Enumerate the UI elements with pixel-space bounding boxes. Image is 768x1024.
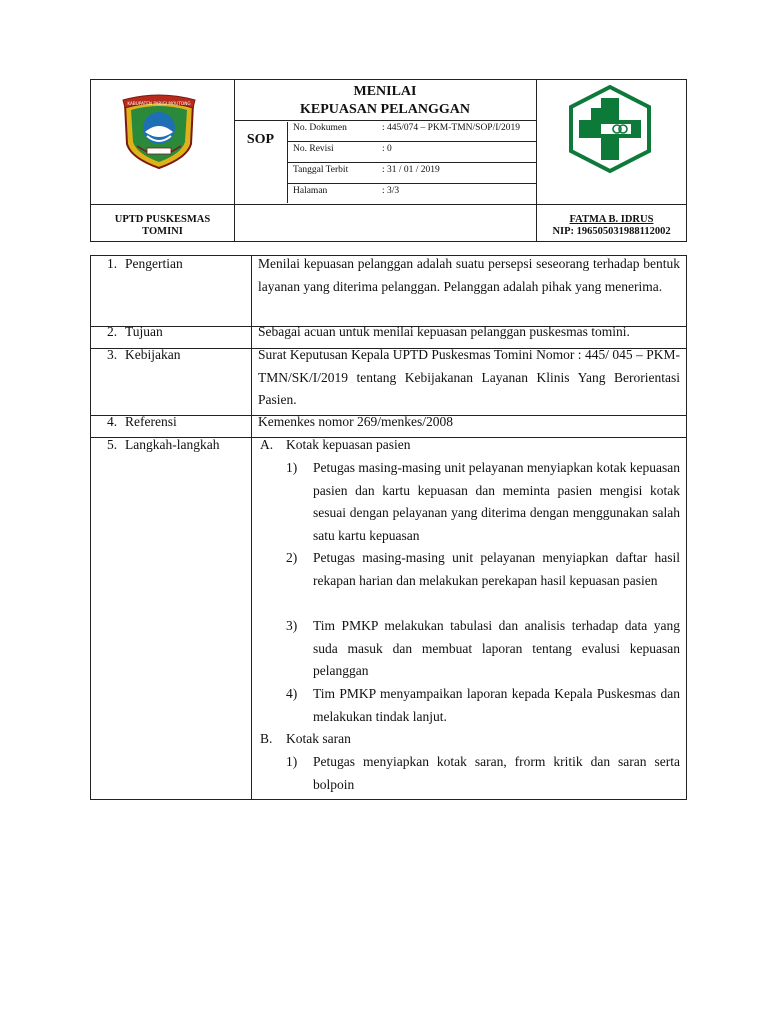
divider — [287, 162, 536, 163]
document-header — [90, 79, 687, 242]
section-number: 5. — [107, 437, 118, 452]
section-number: 1. — [107, 256, 118, 271]
meta-value: : 31 / 01 / 2019 — [382, 165, 440, 175]
content-table — [90, 255, 687, 800]
sop-label: SOP — [246, 132, 275, 147]
step-item — [286, 683, 680, 728]
section-title: Pengertian — [125, 256, 183, 271]
step-item — [286, 751, 680, 796]
section-number: 3. — [107, 347, 118, 362]
section-text: Kemenkes nomor 269/menkes/2008 — [258, 414, 453, 429]
section-text: Surat Keputusan Kepala UPTD Puskesmas Tomini Nomor : 445/ 045 – PKM-TMN/SK/I/2019 tentang Kebijakanan Layanan Klinis Yang Berorientasi Pasien. — [258, 347, 680, 407]
section-text: Menilai kepuasan pelanggan adalah suatu persepsi seseorang terhadap bentuk layanan yang diterima pelanggan. Pelanggan adalah pihak yang menerima. — [258, 256, 680, 294]
section-label — [107, 434, 219, 457]
org-line: UPTD PUSKESMAS — [114, 214, 211, 225]
signer-block — [536, 214, 687, 238]
section-text: Sebagai acuan untuk menilai kepuasan pelanggan puskesmas tomini. — [258, 324, 630, 339]
step-number: 1) — [286, 754, 298, 769]
section-title: Referensi — [125, 414, 177, 429]
meta-value: : 0 — [382, 144, 392, 154]
section-title: Tujuan — [125, 324, 163, 339]
step-group-letter: B. — [260, 731, 273, 746]
step-text: Tim PMKP melakukan tabulasi dan analisis terhadap data yang suda masuk dan membuat laporan tentang evalusi kepuasan pelanggan — [313, 618, 680, 678]
divider — [91, 204, 686, 205]
section-label — [107, 321, 163, 344]
meta-label: Halaman — [293, 186, 328, 196]
section-label — [107, 344, 180, 367]
puskesmas-logo — [565, 84, 655, 174]
step-group-heading — [260, 728, 351, 751]
section-label — [107, 253, 183, 276]
divider — [234, 120, 536, 121]
step-group-title: Kotak kepuasan pasien — [286, 437, 411, 452]
step-item — [286, 457, 680, 547]
regency-emblem-logo — [117, 92, 201, 170]
step-text: Petugas menyiapkan kotak saran, frorm kritik dan saran serta bolpoin — [313, 754, 680, 792]
section-number: 4. — [107, 414, 118, 429]
step-text: Petugas masing-masing unit pelayanan menyiapkan daftar hasil rekapan harian dan melakukan perekapan hasil kepuasan pasien — [313, 550, 680, 588]
step-text: Petugas masing-masing unit pelayanan menyiapkan kotak kepuasan pasien dan kartu kepuasan dan meminta pasien mengisi kotak sesuai dengan pelayanan yang diterima dengan menggunakan salah satu kartu kepuasan — [313, 460, 680, 543]
section-title: Kebijakan — [125, 347, 181, 362]
org-line: TOMINI — [142, 226, 183, 237]
step-item — [286, 547, 680, 592]
meta-label: Tanggal Terbit — [293, 165, 349, 175]
document-title — [234, 83, 536, 119]
meta-label: No. Dokumen — [293, 123, 347, 133]
step-group-letter: A. — [260, 437, 274, 452]
step-item — [286, 615, 680, 683]
step-group-heading — [260, 434, 410, 457]
title-line: KEPUASAN PELANGGAN — [300, 102, 470, 117]
divider — [287, 183, 536, 184]
step-number: 2) — [286, 550, 298, 565]
divider — [287, 141, 536, 142]
meta-value: : 3/3 — [382, 186, 400, 196]
signer-nip: NIP: 196505031988112002 — [552, 226, 671, 237]
section-title: Langkah-langkah — [125, 437, 220, 452]
column-divider — [251, 256, 252, 799]
meta-value: : 445/074 – PKM-TMN/SOP/I/2019 — [382, 123, 521, 133]
step-number: 4) — [286, 686, 298, 701]
signer-name: FATMA B. IDRUS — [569, 214, 654, 225]
step-number: 3) — [286, 618, 298, 633]
emblem-text: KABUPATEN PARIGI MOUTONG — [127, 101, 191, 106]
organization-name — [91, 214, 234, 238]
meta-label: No. Revisi — [293, 144, 334, 154]
title-line: MENILAI — [353, 84, 417, 99]
step-text: Tim PMKP menyampaikan laporan kepada Kepala Puskesmas dan melakukan tindak lanjut. — [313, 686, 680, 724]
step-number: 1) — [286, 460, 298, 475]
section-label — [107, 411, 177, 434]
section-number: 2. — [107, 324, 118, 339]
step-group-title: Kotak saran — [286, 731, 351, 746]
